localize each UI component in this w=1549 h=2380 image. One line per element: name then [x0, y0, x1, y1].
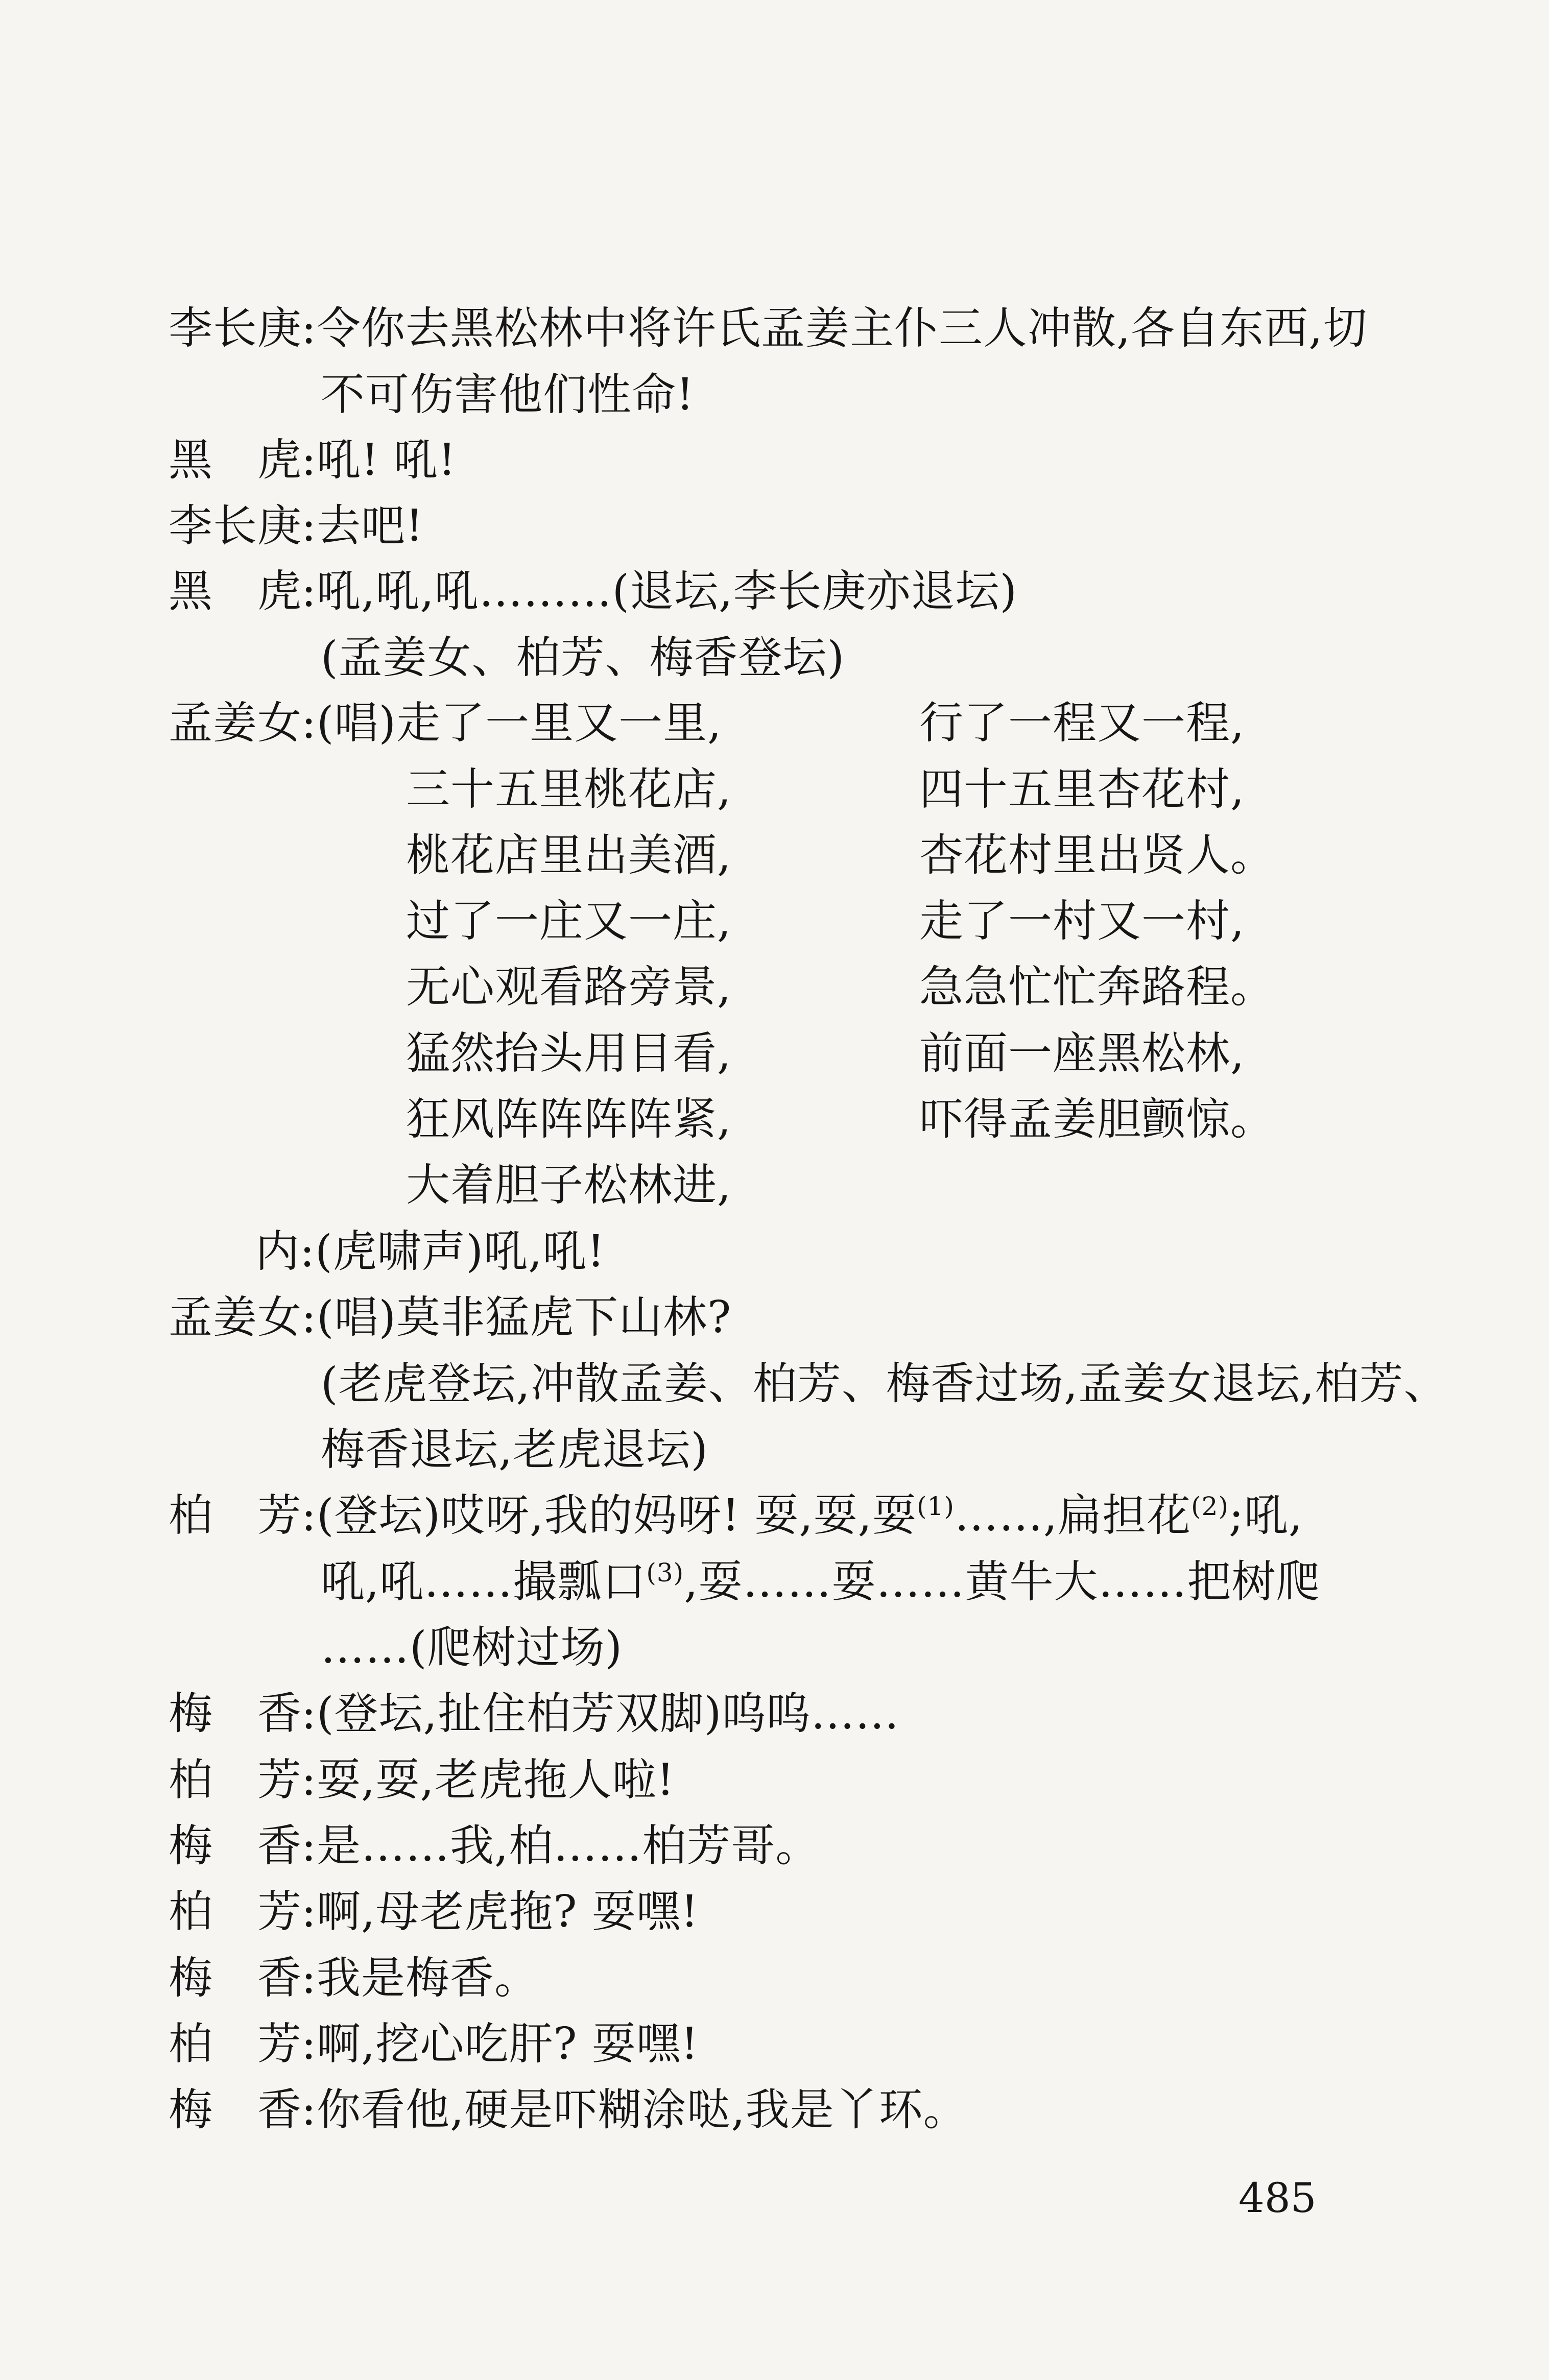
speaker-name: 柏 芳 [169, 1886, 302, 1937]
stage-direction: (老虎登坛,冲散孟姜、柏芳、梅香过场,孟姜女退坛,柏芳、 [321, 1358, 1448, 1409]
dialogue-line [169, 1754, 675, 1806]
verse-left: 过了一庄又一庄, [406, 896, 732, 947]
dialogue-line [169, 303, 1368, 354]
speaker-name: 黑 虎 [169, 566, 302, 617]
dialogue-line [169, 435, 457, 486]
dialogue-text: 吼,吼,吼………(退坛,李长庚亦退坛) [316, 566, 1018, 617]
dialogue-line [255, 1226, 605, 1277]
colon: : [301, 1886, 317, 1937]
dialogue-line [169, 566, 1018, 617]
colon: : [301, 303, 317, 354]
dialogue-text: 啊,母老虎拖? 耍嘿! [316, 1886, 699, 1937]
speaker-name: 柏 芳 [169, 1490, 302, 1541]
stage-direction: 梅香退坛,老虎退坛) [321, 1424, 708, 1475]
speaker-name: 梅 香 [169, 1688, 302, 1739]
colon: : [301, 2084, 317, 2135]
colon: : [301, 435, 317, 486]
speaker-name: 孟姜女 [169, 698, 302, 749]
dialogue-line [169, 1820, 820, 1871]
verse-right: 急急忙忙奔路程。 [919, 961, 1275, 1013]
verse-right: 行了一程又一程, [919, 698, 1245, 749]
verse-left: 三十五里桃花店, [406, 764, 732, 815]
colon: : [301, 1688, 317, 1739]
dialogue-text: (虎啸声)吼,吼! [315, 1226, 605, 1277]
colon: : [301, 566, 317, 617]
speaker-name: 梅 香 [169, 2084, 302, 2135]
speaker-name: 孟姜女 [169, 1292, 302, 1343]
footnote-marker: (3) [646, 1558, 684, 1588]
colon: : [301, 1820, 317, 1871]
colon: : [301, 1953, 317, 2004]
dialogue-line [169, 500, 424, 551]
colon: : [301, 1754, 317, 1806]
verse-left: 桃花店里出美酒, [406, 830, 732, 881]
dialogue-text: ,耍……耍……黄牛大……把树爬 [684, 1556, 1321, 1607]
speaker-name: 梅 香 [169, 1953, 302, 2004]
speaker-name: 黑 虎 [169, 435, 302, 486]
dialogue-text: 令你去黑松林中将许氏孟姜主仆三人冲散,各自东西,切 [316, 303, 1368, 354]
dialogue-text: (唱)走了一里又一里, [316, 698, 722, 749]
dialogue-line [169, 1953, 539, 2004]
colon: : [300, 1226, 315, 1277]
dialogue-text: 吼,吼……撮瓢口 [321, 1556, 647, 1607]
dialogue-line [169, 1688, 900, 1739]
dialogue-line [169, 1292, 732, 1343]
speaker-name: 内 [255, 1226, 300, 1277]
verse-left: 猛然抬头用目看, [406, 1028, 732, 1079]
continuation-line: 不可伤害他们性命! [321, 369, 695, 420]
verse-left: 大着胆子松林进, [406, 1160, 732, 1211]
colon: : [301, 1490, 317, 1541]
dialogue-text: 吼! 吼! [316, 435, 457, 486]
colon: : [301, 1292, 317, 1343]
dialogue-line [169, 698, 722, 749]
verse-right: 走了一村又一村, [919, 896, 1245, 947]
dialogue-text: 啊,挖心吃肝? 耍嘿! [316, 2018, 699, 2070]
dialogue-text: 耍,耍,老虎拖人啦! [316, 1754, 675, 1806]
speaker-name: 柏 芳 [169, 1754, 302, 1806]
stage-direction: (孟姜女、柏芳、梅香登坛) [321, 632, 845, 683]
dialogue-text: 去吧! [316, 500, 424, 551]
verse-right: 吓得孟姜胆颤惊。 [919, 1094, 1275, 1145]
footnote-marker: (1) [917, 1492, 955, 1521]
dialogue-line [169, 2018, 699, 2070]
dialogue-text: (登坛)哎呀,我的妈呀! 耍,耍,耍 [316, 1490, 917, 1541]
colon: : [301, 2018, 317, 2070]
dialogue-text: 我是梅香。 [316, 1953, 539, 2004]
colon: : [301, 500, 317, 551]
verse-left: 无心观看路旁景, [406, 961, 732, 1013]
speaker-name: 柏 芳 [169, 2018, 302, 2070]
dialogue-line [169, 1490, 1303, 1541]
dialogue-text: ;吼, [1229, 1490, 1303, 1541]
dialogue-text: 你看他,硬是吓糊涂哒,我是丫环。 [316, 2084, 968, 2135]
dialogue-line [169, 1886, 699, 1937]
verse-right: 前面一座黑松林, [919, 1028, 1245, 1079]
continuation-line [321, 1556, 1321, 1607]
verse-left: 狂风阵阵阵阵紧, [406, 1094, 732, 1145]
speaker-name: 李长庚 [169, 500, 302, 551]
dialogue-text: 是……我,柏……柏芳哥。 [316, 1820, 820, 1871]
colon: : [301, 698, 317, 749]
dialogue-line [169, 2084, 968, 2135]
dialogue-text: ……,扁担花 [954, 1490, 1191, 1541]
verse-right: 杏花村里出贤人。 [919, 830, 1275, 881]
page-number: 485 [1238, 2174, 1317, 2222]
dialogue-text: (唱)莫非猛虎下山林? [316, 1292, 732, 1343]
stage-direction: ……(爬树过场) [321, 1622, 623, 1673]
dialogue-text: (登坛,扯住柏芳双脚)呜呜…… [316, 1688, 900, 1739]
speaker-name: 梅 香 [169, 1820, 302, 1871]
verse-right: 四十五里杏花村, [919, 764, 1245, 815]
footnote-marker: (2) [1191, 1492, 1229, 1521]
speaker-name: 李长庚 [169, 303, 302, 354]
